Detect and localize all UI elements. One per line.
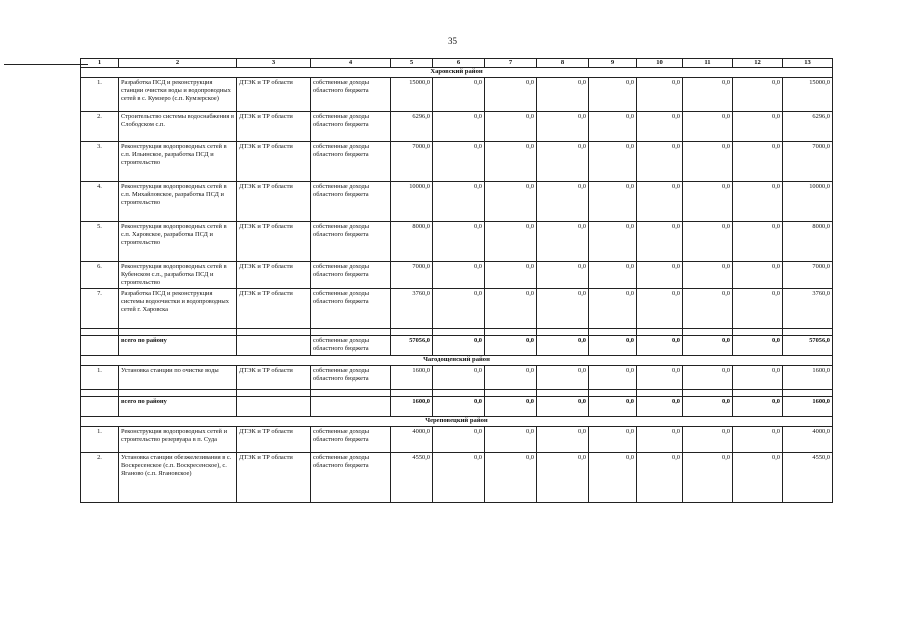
amount-cell: 0,0	[589, 262, 637, 289]
budget-table	[80, 58, 833, 503]
amount-cell: 0,0	[637, 262, 683, 289]
amount-cell: 0,0	[683, 397, 733, 417]
amount-cell: 0,0	[733, 112, 783, 142]
funding-source: собственные доходы областного бюджета	[311, 222, 391, 262]
amount-cell: 0,0	[683, 142, 733, 182]
column-header: 5	[391, 59, 433, 68]
table-row	[81, 182, 833, 222]
amount-cell: 0,0	[637, 78, 683, 112]
column-header: 1	[81, 59, 119, 68]
row-index-empty	[81, 336, 119, 356]
amount-cell: 8000,0	[783, 222, 833, 262]
amount-cell: 7000,0	[391, 262, 433, 289]
amount-cell: 0,0	[433, 142, 485, 182]
amount-cell: 0,0	[537, 336, 589, 356]
amount-cell: 0,0	[433, 262, 485, 289]
table-row	[81, 78, 833, 112]
row-index: 1.	[81, 427, 119, 453]
measure-name: Реконструкция водопроводных сетей в Кубенском с.п., разработка ПСД и строительство	[119, 262, 237, 289]
amount-cell: 4550,0	[783, 453, 833, 503]
funding-source: собственные доходы областного бюджета	[311, 262, 391, 289]
region-row	[81, 356, 833, 366]
amount-cell: 8000,0	[391, 222, 433, 262]
executor: ДТЭК и ТР области	[237, 142, 311, 182]
executor: ДТЭК и ТР области	[237, 262, 311, 289]
executor-empty	[237, 336, 311, 356]
amount-cell: 0,0	[733, 453, 783, 503]
spacer-cell	[637, 329, 683, 336]
header-row	[81, 59, 833, 68]
spacer-cell	[733, 390, 783, 397]
amount-cell: 0,0	[637, 182, 683, 222]
total-label: всего по району	[119, 397, 237, 417]
amount-cell: 1600,0	[391, 397, 433, 417]
amount-cell: 0,0	[537, 182, 589, 222]
amount-cell: 0,0	[537, 366, 589, 390]
measure-name: Разработка ПСД и реконструкция системы водоочистки и водопроводных сетей г. Харовска	[119, 289, 237, 329]
funding-source: собственные доходы областного бюджета	[311, 78, 391, 112]
spacer-cell	[783, 329, 833, 336]
amount-cell: 0,0	[589, 222, 637, 262]
executor-empty	[237, 397, 311, 417]
amount-cell: 0,0	[433, 366, 485, 390]
amount-cell: 0,0	[733, 397, 783, 417]
amount-cell: 0,0	[637, 142, 683, 182]
row-index-empty	[81, 397, 119, 417]
amount-cell: 0,0	[683, 336, 733, 356]
amount-cell: 15000,0	[391, 78, 433, 112]
page-number: 35	[448, 36, 457, 46]
amount-cell: 0,0	[683, 453, 733, 503]
region-title: Череповецкий район	[81, 417, 833, 427]
column-header: 12	[733, 59, 783, 68]
amount-cell: 0,0	[537, 289, 589, 329]
spacer-cell	[589, 329, 637, 336]
table-row	[81, 289, 833, 329]
amount-cell: 0,0	[433, 289, 485, 329]
amount-cell: 57056,0	[783, 336, 833, 356]
spacer-cell	[311, 329, 391, 336]
amount-cell: 0,0	[637, 427, 683, 453]
amount-cell: 0,0	[637, 397, 683, 417]
total-label: всего по району	[119, 336, 237, 356]
spacer-cell	[433, 329, 485, 336]
spacer-cell	[485, 329, 537, 336]
row-index: 7.	[81, 289, 119, 329]
amount-cell: 0,0	[485, 397, 537, 417]
amount-cell: 0,0	[433, 182, 485, 222]
amount-cell: 0,0	[637, 336, 683, 356]
spacer-cell	[391, 329, 433, 336]
total-row	[81, 336, 833, 356]
amount-cell: 0,0	[637, 289, 683, 329]
spacer-cell	[311, 390, 391, 397]
amount-cell: 0,0	[733, 366, 783, 390]
amount-cell: 0,0	[485, 182, 537, 222]
row-index: 3.	[81, 142, 119, 182]
amount-cell: 0,0	[537, 262, 589, 289]
funding-source: собственные доходы областного бюджета	[311, 182, 391, 222]
measure-name: Установка станции по очистке воды	[119, 366, 237, 390]
column-header: 2	[119, 59, 237, 68]
executor: ДТЭК и ТР области	[237, 289, 311, 329]
funding-source: собственные доходы областного бюджета	[311, 336, 391, 356]
amount-cell: 1600,0	[783, 366, 833, 390]
region-row	[81, 417, 833, 427]
spacer-cell	[537, 390, 589, 397]
spacer-cell	[485, 390, 537, 397]
amount-cell: 0,0	[733, 336, 783, 356]
amount-cell: 0,0	[485, 222, 537, 262]
amount-cell: 0,0	[485, 262, 537, 289]
amount-cell: 0,0	[433, 336, 485, 356]
measure-name: Установка станции обезжелезивания в с. Воскресенское (с.п. Воскресенское), с. Яганово (с.п. Ягановское)	[119, 453, 237, 503]
amount-cell: 0,0	[589, 427, 637, 453]
amount-cell: 0,0	[485, 427, 537, 453]
spacer-cell	[733, 329, 783, 336]
amount-cell: 0,0	[733, 262, 783, 289]
spacer-cell	[81, 329, 119, 336]
row-index: 1.	[81, 366, 119, 390]
amount-cell: 6296,0	[391, 112, 433, 142]
spacer-cell	[589, 390, 637, 397]
amount-cell: 0,0	[589, 336, 637, 356]
row-index: 2.	[81, 112, 119, 142]
amount-cell: 0,0	[537, 397, 589, 417]
amount-cell: 6296,0	[783, 112, 833, 142]
region-title: Харовский район	[81, 68, 833, 78]
amount-cell: 4000,0	[391, 427, 433, 453]
executor: ДТЭК и ТР области	[237, 78, 311, 112]
funding-source: собственные доходы областного бюджета	[311, 289, 391, 329]
measure-name: Строительство системы водоснабжения в Слободском с.п.	[119, 112, 237, 142]
amount-cell: 0,0	[637, 112, 683, 142]
spacer-cell	[119, 329, 237, 336]
amount-cell: 0,0	[733, 142, 783, 182]
amount-cell: 4550,0	[391, 453, 433, 503]
amount-cell: 0,0	[683, 427, 733, 453]
funding-source: собственные доходы областного бюджета	[311, 112, 391, 142]
amount-cell: 0,0	[485, 78, 537, 112]
amount-cell: 0,0	[485, 453, 537, 503]
column-header: 4	[311, 59, 391, 68]
spacer-cell	[783, 390, 833, 397]
column-header: 7	[485, 59, 537, 68]
column-header: 3	[237, 59, 311, 68]
amount-cell: 0,0	[683, 289, 733, 329]
funding-source: собственные доходы областного бюджета	[311, 142, 391, 182]
amount-cell: 0,0	[589, 289, 637, 329]
amount-cell: 0,0	[537, 453, 589, 503]
amount-cell: 0,0	[433, 78, 485, 112]
amount-cell: 0,0	[733, 427, 783, 453]
amount-cell: 0,0	[637, 366, 683, 390]
spacer-cell	[119, 390, 237, 397]
row-index: 6.	[81, 262, 119, 289]
amount-cell: 0,0	[637, 222, 683, 262]
executor: ДТЭК и ТР области	[237, 453, 311, 503]
column-header: 6	[433, 59, 485, 68]
row-index: 5.	[81, 222, 119, 262]
row-index: 2.	[81, 453, 119, 503]
table-row	[81, 366, 833, 390]
amount-cell: 4000,0	[783, 427, 833, 453]
table-row	[81, 222, 833, 262]
column-header: 9	[589, 59, 637, 68]
spacer-cell	[637, 390, 683, 397]
spacer-cell	[81, 390, 119, 397]
amount-cell: 0,0	[485, 142, 537, 182]
table-row	[81, 142, 833, 182]
executor: ДТЭК и ТР области	[237, 366, 311, 390]
amount-cell: 0,0	[733, 182, 783, 222]
amount-cell: 0,0	[537, 142, 589, 182]
amount-cell: 0,0	[537, 427, 589, 453]
funding-source	[311, 397, 391, 417]
amount-cell: 10000,0	[783, 182, 833, 222]
table-row	[81, 262, 833, 289]
table-row	[81, 453, 833, 503]
amount-cell: 0,0	[537, 78, 589, 112]
spacer-row	[81, 390, 833, 397]
measure-name: Реконструкция водопроводных сетей в с.п. Харовское, разработка ПСД и строительство	[119, 222, 237, 262]
table-row	[81, 112, 833, 142]
amount-cell: 0,0	[433, 222, 485, 262]
spacer-cell	[683, 329, 733, 336]
total-row	[81, 397, 833, 417]
amount-cell: 0,0	[683, 112, 733, 142]
amount-cell: 0,0	[537, 222, 589, 262]
amount-cell: 0,0	[485, 366, 537, 390]
amount-cell: 10000,0	[391, 182, 433, 222]
amount-cell: 0,0	[733, 78, 783, 112]
amount-cell: 0,0	[589, 112, 637, 142]
spacer-cell	[537, 329, 589, 336]
amount-cell: 0,0	[433, 453, 485, 503]
amount-cell: 0,0	[589, 397, 637, 417]
amount-cell: 0,0	[589, 366, 637, 390]
amount-cell: 15000,0	[783, 78, 833, 112]
region-title: Чагодощенский район	[81, 356, 833, 366]
scan-artifact-line	[4, 64, 88, 65]
column-header: 11	[683, 59, 733, 68]
amount-cell: 0,0	[485, 336, 537, 356]
spacer-cell	[391, 390, 433, 397]
spacer-cell	[433, 390, 485, 397]
amount-cell: 0,0	[683, 222, 733, 262]
funding-source: собственные доходы областного бюджета	[311, 366, 391, 390]
amount-cell: 1600,0	[783, 397, 833, 417]
measure-name: Разработка ПСД и реконструкция станции очистки воды и водопроводных сетей в с. Кумзеро (с.п. Кумзерское)	[119, 78, 237, 112]
amount-cell: 0,0	[537, 112, 589, 142]
amount-cell: 7000,0	[783, 262, 833, 289]
spacer-cell	[237, 390, 311, 397]
column-header: 13	[783, 59, 833, 68]
executor: ДТЭК и ТР области	[237, 182, 311, 222]
column-header: 8	[537, 59, 589, 68]
amount-cell: 0,0	[485, 112, 537, 142]
funding-source: собственные доходы областного бюджета	[311, 453, 391, 503]
amount-cell: 0,0	[683, 366, 733, 390]
amount-cell: 7000,0	[783, 142, 833, 182]
executor: ДТЭК и ТР области	[237, 222, 311, 262]
funding-source: собственные доходы областного бюджета	[311, 427, 391, 453]
amount-cell: 0,0	[589, 453, 637, 503]
amount-cell: 3760,0	[391, 289, 433, 329]
region-row	[81, 68, 833, 78]
amount-cell: 0,0	[683, 262, 733, 289]
measure-name: Реконструкция водопроводных сетей в с.п. Михайловское, разработка ПСД и строительство	[119, 182, 237, 222]
amount-cell: 3760,0	[783, 289, 833, 329]
spacer-cell	[237, 329, 311, 336]
amount-cell: 0,0	[433, 397, 485, 417]
column-header: 10	[637, 59, 683, 68]
amount-cell: 7000,0	[391, 142, 433, 182]
amount-cell: 0,0	[733, 289, 783, 329]
amount-cell: 0,0	[485, 289, 537, 329]
table-row	[81, 427, 833, 453]
amount-cell: 0,0	[589, 78, 637, 112]
measure-name: Реконструкция водопроводных сетей в с.п. Ильинское, разработка ПСД и строительство	[119, 142, 237, 182]
amount-cell: 57056,0	[391, 336, 433, 356]
amount-cell: 0,0	[733, 222, 783, 262]
amount-cell: 0,0	[589, 182, 637, 222]
amount-cell: 0,0	[433, 112, 485, 142]
row-index: 1.	[81, 78, 119, 112]
amount-cell: 0,0	[637, 453, 683, 503]
executor: ДТЭК и ТР области	[237, 112, 311, 142]
measure-name: Реконструкция водопроводных сетей и строительство резервуара в п. Суда	[119, 427, 237, 453]
amount-cell: 0,0	[683, 78, 733, 112]
amount-cell: 1600,0	[391, 366, 433, 390]
spacer-row	[81, 329, 833, 336]
amount-cell: 0,0	[683, 182, 733, 222]
spacer-cell	[683, 390, 733, 397]
amount-cell: 0,0	[433, 427, 485, 453]
executor: ДТЭК и ТР области	[237, 427, 311, 453]
row-index: 4.	[81, 182, 119, 222]
amount-cell: 0,0	[589, 142, 637, 182]
